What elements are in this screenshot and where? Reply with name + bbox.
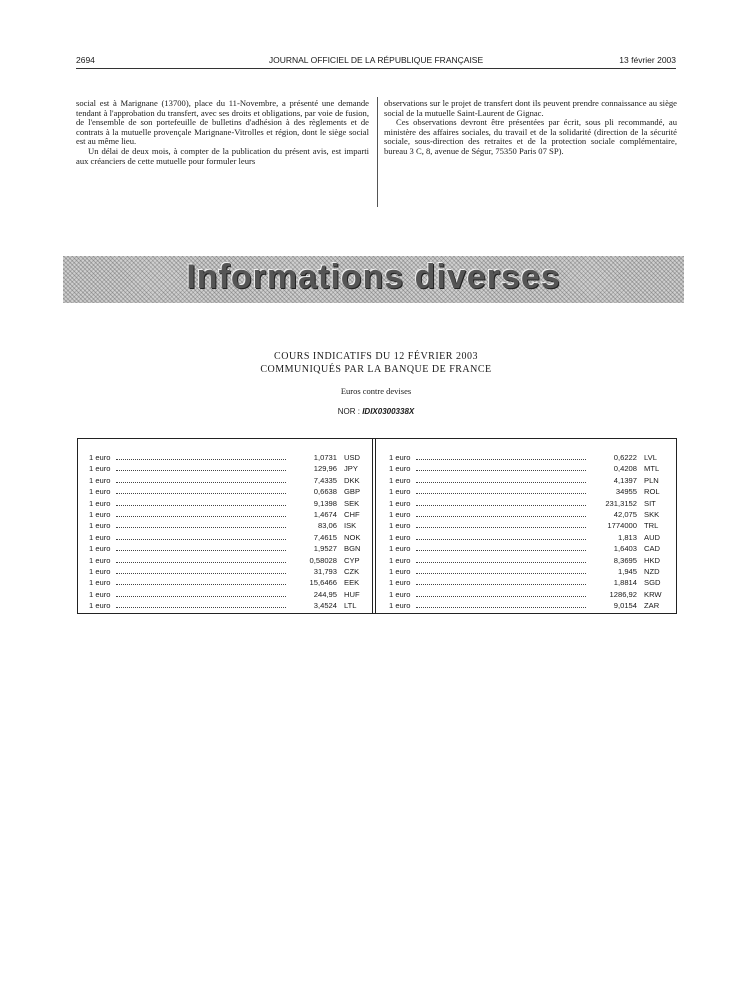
- issue-date: 13 février 2003: [619, 55, 676, 65]
- leader-dots: [116, 470, 286, 471]
- rate-label: 1 euro: [89, 532, 111, 542]
- currency-code: CAD: [644, 544, 661, 554]
- currency-code: NZD: [644, 566, 660, 576]
- rate-row: [389, 555, 661, 566]
- rate-value: 1,9527: [313, 544, 337, 554]
- header-rule: [76, 68, 676, 69]
- rate-row: [89, 486, 361, 497]
- currency-code: ZAR: [644, 601, 660, 611]
- rate-row: [389, 589, 661, 600]
- currency-code: PLN: [644, 475, 659, 485]
- rate-row: [389, 532, 661, 543]
- nor-reference: [76, 407, 676, 416]
- currency-code: SIT: [644, 498, 656, 508]
- rate-label: 1 euro: [389, 532, 411, 542]
- rate-value: 1,4674: [313, 509, 337, 519]
- rate-row: [389, 486, 661, 497]
- rate-label: 1 euro: [89, 578, 111, 588]
- rate-row: [389, 566, 661, 577]
- rate-value: 15,6466: [309, 578, 337, 588]
- rate-row: [389, 475, 661, 486]
- leader-dots: [416, 505, 586, 506]
- rate-row: [389, 498, 661, 509]
- leader-dots: [416, 607, 586, 608]
- currency-code: EEK: [344, 578, 360, 588]
- rate-label: 1 euro: [89, 521, 111, 531]
- rate-value: 0,6222: [613, 453, 637, 462]
- leader-dots: [416, 482, 586, 483]
- rate-row: [389, 543, 661, 554]
- leader-dots: [416, 584, 586, 585]
- rates-right-column: [389, 452, 661, 611]
- rate-value: 1,6403: [613, 544, 637, 554]
- leader-dots: [116, 596, 286, 597]
- rate-row: [89, 589, 361, 600]
- rate-row: [89, 463, 361, 474]
- rate-label: 1 euro: [89, 487, 111, 497]
- rate-label: 1 euro: [89, 566, 111, 576]
- rate-row: [89, 532, 361, 543]
- notice-right-column: [384, 99, 677, 157]
- currency-code: USD: [344, 453, 361, 462]
- rate-value: 3,4524: [313, 601, 337, 611]
- rate-label: 1 euro: [389, 487, 411, 497]
- rate-row: [389, 463, 661, 474]
- rate-value: 4,1397: [613, 475, 637, 485]
- currency-code: NOK: [344, 532, 361, 542]
- rates-subtitle: Euros contre devises: [340, 386, 412, 396]
- currency-code: KRW: [644, 589, 662, 599]
- rate-value: 0,4208: [613, 464, 637, 474]
- rate-value: 9,1398: [313, 498, 337, 508]
- currency-code: SKK: [644, 509, 660, 519]
- leader-dots: [416, 493, 586, 494]
- rate-label: 1 euro: [89, 464, 111, 474]
- banner-title: Informations diverses: [186, 258, 561, 296]
- currency-code: CYP: [344, 555, 360, 565]
- rate-label: 1 euro: [389, 544, 411, 554]
- leader-dots: [416, 573, 586, 574]
- section-banner: [63, 256, 684, 303]
- rate-label: 1 euro: [89, 498, 111, 508]
- rate-label: 1 euro: [389, 566, 411, 576]
- notice-paragraph: observations sur le projet de transfert dont ils peuvent prendre connaissance au siège social de la mutuelle Saint-Laurent de Gignac.: [384, 98, 677, 118]
- leader-dots: [116, 550, 286, 551]
- currency-code: BGN: [344, 544, 361, 554]
- rate-label: 1 euro: [389, 453, 411, 462]
- rate-value: 1,8814: [613, 578, 637, 588]
- rate-row: [389, 520, 661, 531]
- page-header: [76, 55, 676, 67]
- rates-divider: [375, 438, 376, 614]
- rate-value: 42,075: [613, 509, 637, 519]
- leader-dots: [116, 527, 286, 528]
- rate-row: [389, 577, 661, 588]
- column-divider: [377, 97, 378, 207]
- leader-dots: [116, 584, 286, 585]
- leader-dots: [116, 493, 286, 494]
- currency-code: HKD: [644, 555, 661, 565]
- rate-value: 231,3152: [605, 498, 637, 508]
- page-number: 2694: [76, 55, 95, 65]
- rate-label: 1 euro: [389, 464, 411, 474]
- rate-row: [89, 577, 361, 588]
- rates-title-line1: COURS INDICATIFS DU 12 FÉVRIER 2003: [274, 351, 478, 362]
- rate-row: [89, 475, 361, 486]
- journal-title: JOURNAL OFFICIEL DE LA RÉPUBLIQUE FRANÇAISE: [268, 55, 484, 65]
- leader-dots: [416, 516, 586, 517]
- rate-row: [89, 509, 361, 520]
- rate-row: [89, 566, 361, 577]
- leader-dots: [416, 470, 586, 471]
- rate-label: 1 euro: [89, 475, 111, 485]
- currency-code: HUF: [344, 589, 360, 599]
- leader-dots: [116, 539, 286, 540]
- rate-label: 1 euro: [89, 453, 111, 462]
- currency-code: TRL: [644, 521, 659, 531]
- notice-paragraph: social est à Marignane (13700), place du 11-Novembre, a présenté une demande tendant à l'approbation du transfert, avec ses droits et obligations, par voie de fusion, de l'ensemble de son portefeuille de bulletins d'adhésion à des règlements et de contrats à la mutuelle provençale Marignane-Vitrolles et région, dont le siège social est au même lieu.: [76, 98, 369, 147]
- leader-dots: [116, 482, 286, 483]
- rate-label: 1 euro: [389, 521, 411, 531]
- leader-dots: [116, 607, 286, 608]
- rate-row: [89, 600, 361, 611]
- currency-code: ROL: [644, 487, 660, 497]
- nor-label: NOR :: [337, 407, 363, 416]
- rate-label: 1 euro: [89, 544, 111, 554]
- currency-code: LTL: [344, 601, 357, 611]
- rate-label: 1 euro: [389, 555, 411, 565]
- leader-dots: [416, 539, 586, 540]
- currency-code: SEK: [344, 498, 360, 508]
- notice-left-column: [76, 99, 369, 166]
- rate-row: [389, 509, 661, 520]
- rate-label: 1 euro: [89, 509, 111, 519]
- rates-left-column: [89, 452, 361, 611]
- rate-label: 1 euro: [389, 475, 411, 485]
- currency-code: LVL: [644, 453, 657, 462]
- rate-value: 1,813: [617, 532, 637, 542]
- rate-value: 31,793: [313, 566, 337, 576]
- rate-row: [89, 555, 361, 566]
- rate-value: 83,06: [317, 521, 337, 531]
- rate-value: 34955: [615, 487, 637, 497]
- currency-code: GBP: [344, 487, 361, 497]
- rate-label: 1 euro: [389, 498, 411, 508]
- rate-value: 129,96: [313, 464, 337, 474]
- rate-label: 1 euro: [389, 509, 411, 519]
- rate-label: 1 euro: [389, 589, 411, 599]
- rate-label: 1 euro: [389, 601, 411, 611]
- rate-row: [389, 600, 661, 611]
- rate-value: 1,0731: [313, 453, 337, 462]
- rate-value: 1774000: [607, 521, 637, 531]
- leader-dots: [416, 550, 586, 551]
- rate-value: 0,58028: [309, 555, 337, 565]
- rate-value: 8,3695: [613, 555, 637, 565]
- leader-dots: [116, 505, 286, 506]
- currency-code: DKK: [344, 475, 360, 485]
- currency-code: CHF: [344, 509, 360, 519]
- rate-row: [89, 543, 361, 554]
- rate-value: 244,95: [313, 589, 337, 599]
- currency-code: CZK: [344, 566, 360, 576]
- rate-value: 1286,92: [609, 589, 637, 599]
- nor-value: IDIX0300338X: [362, 407, 415, 416]
- rate-value: 0,6638: [313, 487, 337, 497]
- rate-label: 1 euro: [89, 555, 111, 565]
- rate-row: [389, 452, 661, 463]
- rate-label: 1 euro: [89, 589, 111, 599]
- currency-code: SGD: [644, 578, 661, 588]
- currency-code: AUD: [644, 532, 661, 542]
- leader-dots: [416, 459, 586, 460]
- rate-value: 7,4335: [313, 475, 337, 485]
- currency-code: JPY: [344, 464, 358, 474]
- rate-value: 1,945: [617, 566, 637, 576]
- leader-dots: [116, 573, 286, 574]
- leader-dots: [116, 459, 286, 460]
- rates-title-line2: COMMUNIQUÉS PAR LA BANQUE DE FRANCE: [260, 364, 492, 375]
- rate-row: [89, 498, 361, 509]
- leader-dots: [416, 596, 586, 597]
- leader-dots: [416, 527, 586, 528]
- rates-divider: [372, 438, 373, 614]
- currency-code: ISK: [344, 521, 357, 531]
- leader-dots: [416, 562, 586, 563]
- leader-dots: [116, 562, 286, 563]
- currency-code: MTL: [644, 464, 660, 474]
- rate-row: [89, 452, 361, 463]
- rate-value: 9,0154: [613, 601, 637, 611]
- rate-label: 1 euro: [89, 601, 111, 611]
- notice-paragraph: Ces observations devront être présentées par écrit, sous pli recommandé, au ministère des affaires sociales, du travail et de la solidarité (direction de la sécurité sociale, sous-direction des retraites et de la protection sociale complémentaire, bureau 3 C, 8, avenue de Ségur, 75350 Paris 07 SP).: [384, 117, 677, 156]
- leader-dots: [116, 516, 286, 517]
- rate-label: 1 euro: [389, 578, 411, 588]
- rate-value: 7,4615: [313, 532, 337, 542]
- notice-paragraph: Un délai de deux mois, à compter de la publication du présent avis, est imparti aux créanciers de cette mutuelle pour formuler leurs: [76, 145, 369, 166]
- rate-row: [89, 520, 361, 531]
